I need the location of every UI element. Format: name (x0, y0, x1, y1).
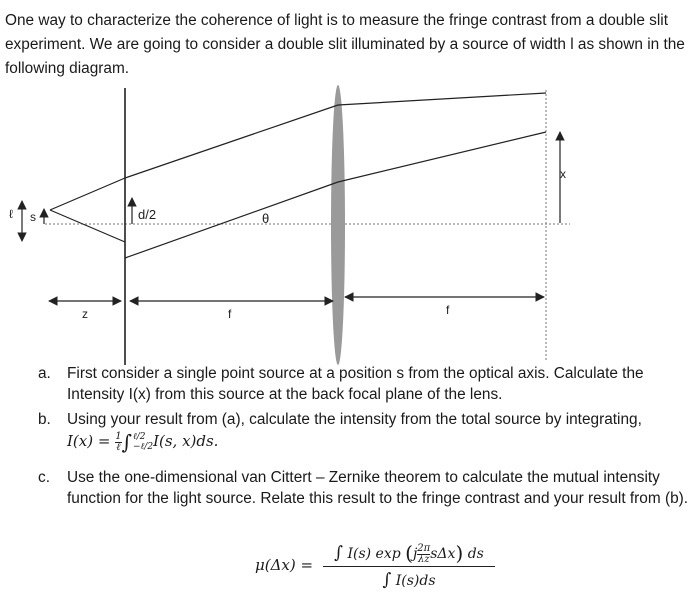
ray-lower-2 (125, 182, 338, 258)
label-ell: ℓ (9, 207, 13, 221)
eq-c-num-post: sΔx (430, 546, 456, 562)
question-text: First consider a single point source at a position s from the optical axis. Calculate the Intensity I(x) from this source at the back focal plane of the lens. (67, 365, 644, 403)
eq-c-lhs: μ(Δx) = (255, 556, 314, 574)
ray-upper-3 (338, 93, 546, 105)
integral-symbol: ∫ (334, 543, 343, 563)
ray-lower-1 (50, 210, 125, 242)
eq-b-limits (133, 432, 153, 452)
label-s: s (30, 210, 36, 224)
eq-b-frac-num: 1 (115, 430, 122, 442)
ray-upper-2 (125, 105, 338, 178)
integral-symbol: ∫ (382, 570, 392, 590)
lens (331, 85, 345, 365)
eq-b-lower: −ℓ/2 (133, 442, 154, 452)
eq-c-fraction (323, 540, 495, 591)
eq-c-num-ds: ds (467, 546, 484, 562)
eq-b-frac-den: ℓ (116, 441, 121, 453)
label-z: z (82, 307, 88, 321)
eq-b-formula (67, 431, 692, 453)
intro-paragraph: One way to characterize the coherence of light is to measure the fringe contrast from a double slit experiment. We are going to consider a double slit illuminated by a source of width l as shown in the following diagram. (5, 12, 685, 77)
label-theta: θ (262, 211, 270, 226)
ray-upper-1 (50, 178, 125, 210)
eq-c-denominator (323, 567, 495, 591)
eq-c-inner-den: λz (417, 553, 430, 565)
equation-c (255, 540, 515, 592)
eq-b-integrand: I(s, x)ds. (153, 432, 219, 450)
question-text: Using your result from (a), calculate the intensity from the total source by integrating, (67, 411, 642, 428)
question-text: Use the one-dimensional van Cittert – Zernike theorem to calculate the mutual intensity function for the light source. Relate this result to the fringe contrast and your result from (b). (67, 469, 689, 507)
question-marker: b. (38, 411, 51, 428)
eq-b-lhs: I(x) = (67, 432, 116, 450)
eq-c-den: I(s)ds (395, 573, 436, 589)
ray-lower-3 (338, 132, 546, 182)
eq-c-j: j (412, 546, 418, 562)
eq-c-inner-fraction (417, 544, 430, 565)
label-f1: f (228, 307, 232, 321)
eq-b-upper: ℓ/2 (133, 432, 146, 442)
label-f2: f (446, 303, 450, 317)
question-marker: a. (38, 365, 51, 382)
label-x: x (560, 167, 566, 181)
eq-b-integral: ∫ (121, 430, 132, 454)
question-marker: c. (38, 469, 50, 486)
eq-c-inner-num: 2π (417, 542, 431, 554)
label-d2: d/2 (138, 207, 157, 222)
eq-c-numerator: ∫ I(s) exp (j $\frac{2\pi}{\lambda z}$ sΔx) ds (323, 540, 495, 567)
eq-c-num-pre: I(s) exp (347, 546, 401, 562)
